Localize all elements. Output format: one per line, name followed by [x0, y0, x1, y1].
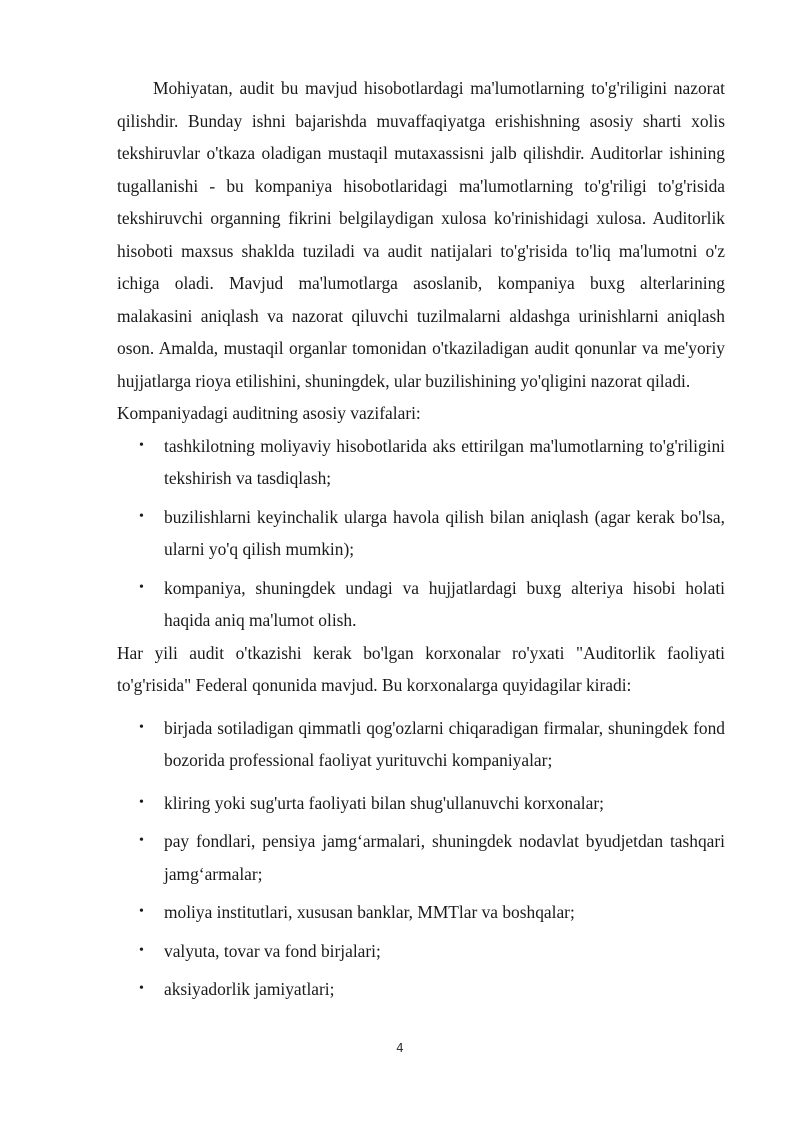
list-item-text: moliya institutlari, xususan banklar, MMTlar va boshqalar;: [164, 902, 575, 922]
list-item: [117, 973, 725, 1006]
list-item: [117, 787, 725, 820]
bullet-icon: •: [139, 942, 144, 958]
bullet-icon: •: [139, 579, 144, 595]
page-number: 4: [396, 1041, 404, 1055]
list-item-text: buzilishlarni keyinchalik ularga havola qilish bilan aniqlash (agar kerak bo'lsa, ularni yo'q qilish mumkin);: [164, 506, 725, 559]
bullet-icon: •: [139, 904, 144, 919]
entities-paragraph: Har yili audit o'tkazishi kerak bo'lgan korxonalar ro'yxati "Auditorlik faoliyati to'g'risida" Federal qonunida mavjud. Bu korxonalarga quyidagilar kiradi:: [117, 642, 725, 695]
list-item-text: birjada sotiladigan qimmatli qog'ozlarni chiqaradigan firmalar, shuningdek fond bozorida professional faoliyat yurituvchi kompaniyalar;: [164, 717, 725, 770]
intro-paragraph: Mohiyatan, audit bu mavjud hisobotlardagi ma'lumotlarning to'g'riligini nazorat qilishdir. Bunday ishni bajarishda muvaffaqiyatga erishishning asosiy sharti xolis tekshiruvlar o'tkaza oladigan mustaqil mutaxassisni jalb qilishdir. Auditorlar ishining tugallanishi - bu kompaniya hisobotlaridagi ma'lumotlarning to'g'riligi to'g'risida tekshiruvchi organning fikrini belgilaydigan xulosa ko'rinishidagi xulosa. Auditorlik hisoboti maxsus shaklda tuziladi va audit natijalari to'g'risida to'liq ma'lumotni o'z ichiga oladi. Mavjud ma'lumotlarga asoslanib, kompaniya buxg alterlarining malakasini aniqlash va nazorat qiluvchi tuzilmalarni aldashga urinishlarni aniqlash oson. Amalda, mustaqil organlar tomonidan o'tkaziladigan audit qonunlar va me'yoriy hujjatlarga rioya etilishini, shuningdek, ular buzilishining yo'qligini nazorat qiladi.: [117, 78, 725, 391]
bullet-icon: •: [139, 833, 144, 848]
list-item-text: kompaniya, shuningdek undagi va hujjatlardagi buxg alteriya hisobi holati haqida aniq ma'lumot olish.: [164, 577, 725, 630]
bullet-icon: •: [139, 508, 144, 524]
bullet-icon: •: [139, 981, 144, 996]
bullet-icon: •: [139, 437, 144, 453]
list-item: [117, 430, 725, 495]
bullet-icon: •: [139, 794, 144, 810]
list-item: [117, 712, 725, 777]
list-item: [117, 825, 725, 890]
entities-list: [117, 712, 725, 1006]
list-item-text: kliring yoki sug'urta faoliyati bilan shug'ullanuvchi korxonalar;: [164, 792, 604, 813]
list-item: [117, 501, 725, 566]
list-item: [117, 935, 725, 968]
list-item-text: aksiyadorlik jamiyatlari;: [164, 979, 335, 999]
bullet-icon: •: [139, 719, 144, 735]
list-item-text: valyuta, tovar va fond birjalari;: [164, 940, 381, 961]
tasks-list: [117, 430, 725, 637]
tasks-heading: Kompaniyadagi auditning asosiy vazifalari:: [117, 403, 421, 423]
list-item: [117, 896, 725, 929]
list-item-text: tashkilotning moliyaviy hisobotlarida aks ettirilgan ma'lumotlarning to'g'riligini tekshirish va tasdiqlash;: [164, 435, 725, 488]
list-item-text: pay fondlari, pensiya jamg‘armalari, shuningdek nodavlat byudjetdan tashqari jamg‘armalar;: [164, 831, 725, 884]
list-item: [117, 572, 725, 637]
document-body: [117, 72, 725, 1006]
